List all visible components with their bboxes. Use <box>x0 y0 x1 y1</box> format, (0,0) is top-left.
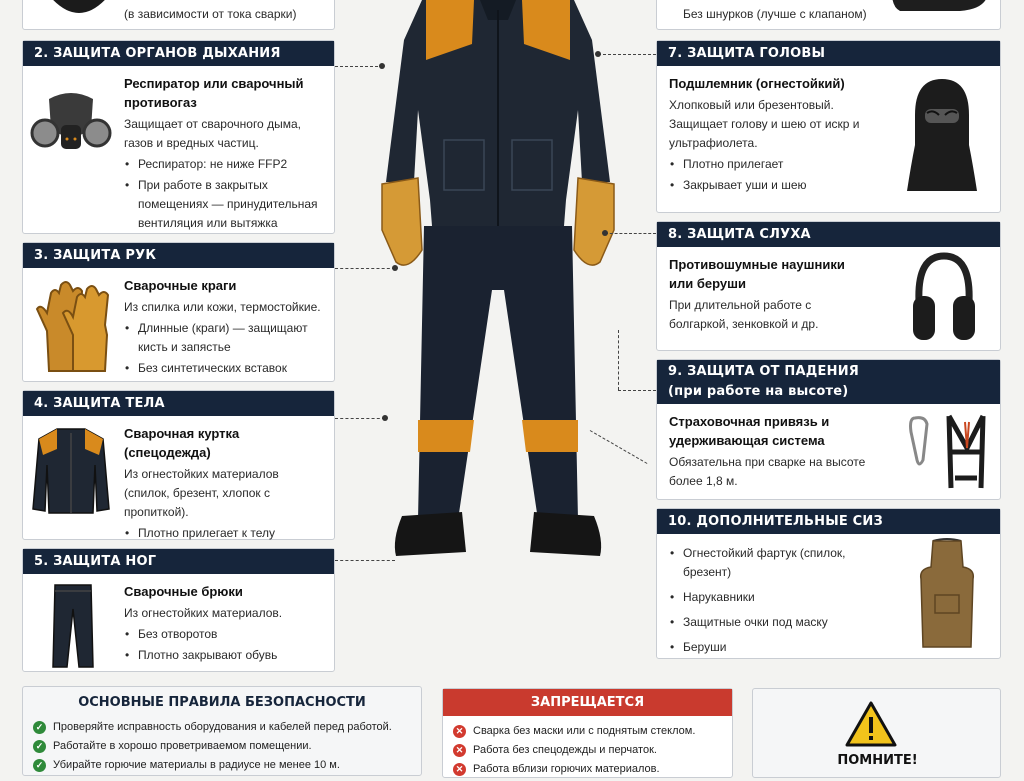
connector <box>335 66 383 67</box>
bullet: • Без отворотов <box>124 625 324 644</box>
bullet: • Защитные очки под маску <box>669 613 870 632</box>
bullet: • Плотно прилегает к телу <box>124 524 324 543</box>
rule-text: Проверяйте исправность оборудования и кабелей перед работой. <box>53 721 392 733</box>
connector <box>618 390 656 391</box>
cross-icon: ✕ <box>453 744 466 757</box>
forbidden-item <box>453 762 722 777</box>
card-header <box>657 360 1000 404</box>
card-title: Сварочные краги <box>124 278 237 293</box>
card-title: Сварочная куртка (спецодежда) <box>124 426 240 460</box>
card-desc: Из огнестойких материалов (спилок, брезент, хлопок с пропиткой). <box>124 467 279 519</box>
card-respiratory <box>22 40 335 234</box>
card-hearing <box>656 221 1001 351</box>
card-legs <box>22 548 335 672</box>
connector-dot <box>602 230 608 236</box>
rule-item <box>33 739 411 754</box>
bullet: • Без синтетических вставок <box>124 359 324 378</box>
forbidden-text: Работа без спецодежды и перчаток. <box>473 744 657 756</box>
connector <box>335 560 395 561</box>
card-header: 5. ЗАЩИТА НОГ <box>23 549 334 574</box>
rule-item <box>33 758 411 773</box>
cross-icon: ✕ <box>453 763 466 776</box>
card-top-right <box>656 0 1001 30</box>
card-header: 10. ДОПОЛНИТЕЛЬНЫЕ СИЗ <box>657 509 1000 534</box>
forbidden-item <box>453 724 722 739</box>
card-extra <box>656 508 1001 659</box>
card-header: 8. ЗАЩИТА СЛУХА <box>657 222 1000 247</box>
card-header: 3. ЗАЩИТА РУК <box>23 243 334 268</box>
welder-figure <box>378 0 618 560</box>
connector-dot <box>392 265 398 271</box>
top-right-note: Без шнурков (лучше с клапаном) <box>683 7 867 21</box>
card-header-line1: 9. ЗАЩИТА ОТ ПАДЕНИЯ <box>668 364 859 379</box>
card-body <box>22 390 335 540</box>
card-header: 2. ЗАЩИТА ОРГАНОВ ДЫХАНИЯ <box>23 41 334 66</box>
boot-icon <box>890 0 990 13</box>
card-desc: Хлопковый или брезентовый. Защищает голову и шею от искр и ультрафиолета. <box>669 98 860 150</box>
connector <box>335 418 385 419</box>
connector-dot <box>379 63 385 69</box>
top-left-note: (в зависимости от тока сварки) <box>124 7 297 21</box>
card-desc: Защищает от сварочного дыма, газов и вредных частиц. <box>124 117 301 150</box>
connector <box>335 268 395 269</box>
connector-dot <box>382 415 388 421</box>
bullet: • Плотно закрывают обувь <box>124 646 324 665</box>
forbidden-text: Сварка без маски или с поднятым стеклом. <box>473 725 696 737</box>
card-fall <box>656 359 1001 500</box>
card-title: Подшлемник (огнестойкий) <box>669 76 845 91</box>
check-icon: ✓ <box>33 721 46 734</box>
card-title: Противошумные наушники или беруши <box>669 257 845 291</box>
connector <box>618 330 619 390</box>
panel-rules <box>22 686 422 776</box>
card-title: Страховочная привязь и удерживающая система <box>669 414 830 448</box>
card-desc: Из огнестойких материалов. <box>124 606 283 620</box>
connector <box>605 233 656 234</box>
panel-remember <box>752 688 1001 778</box>
rule-item <box>33 720 411 735</box>
warning-icon <box>845 701 897 747</box>
forbidden-text: Работа вблизи горючих материалов. <box>473 763 660 775</box>
remember-title: ПОМНИТЕ! <box>837 753 918 768</box>
card-desc: При длительной работе с болгаркой, зенковкой и др. <box>669 298 819 331</box>
card-header-line2: (при работе на высоте) <box>668 384 849 399</box>
card-title: Респиратор или сварочный противогаз <box>124 76 304 110</box>
rule-text: Убирайте горючие материалы в радиусе не менее 10 м. <box>53 759 340 771</box>
bullet: • При работе в закрытых помещениях — принудительная вентиляция или вытяжка <box>124 176 324 233</box>
bullet: • Плотно прилегает <box>669 155 870 174</box>
bullet: • Закрывает уши и шею <box>669 176 870 195</box>
card-header: 4. ЗАЩИТА ТЕЛА <box>23 391 334 416</box>
check-icon: ✓ <box>33 740 46 753</box>
connector <box>598 54 656 55</box>
forbidden-title: ЗАПРЕЩАЕТСЯ <box>443 689 732 716</box>
card-head <box>656 40 1001 213</box>
rules-title: ОСНОВНЫЕ ПРАВИЛА БЕЗОПАСНОСТИ <box>78 695 366 710</box>
bullet: • Респиратор: не ниже FFP2 <box>124 155 324 174</box>
card-desc: Из спилка или кожи, термостойкие. <box>124 300 321 314</box>
bullet: • Нарукавники <box>669 588 870 607</box>
card-hands <box>22 242 335 382</box>
bullet: • Огнестойкий фартук (спилок, брезент) <box>669 544 870 582</box>
cross-icon: ✕ <box>453 725 466 738</box>
bullet: • Беруши <box>669 638 870 657</box>
check-icon: ✓ <box>33 759 46 772</box>
card-header: 7. ЗАЩИТА ГОЛОВЫ <box>657 41 1000 66</box>
card-title: Сварочные брюки <box>124 584 243 599</box>
connector-dot <box>595 51 601 57</box>
welding-helmet-icon <box>45 0 113 17</box>
forbidden-item <box>453 743 722 758</box>
card-top-left <box>22 0 335 30</box>
panel-forbidden <box>442 688 733 778</box>
card-desc: Обязательна при сварке на высоте более 1,8 м. <box>669 455 866 488</box>
bullet: • Длинные (краги) — защищают кисть и запястье <box>124 319 324 357</box>
rule-text: Работайте в хорошо проветриваемом помещении. <box>53 740 312 752</box>
